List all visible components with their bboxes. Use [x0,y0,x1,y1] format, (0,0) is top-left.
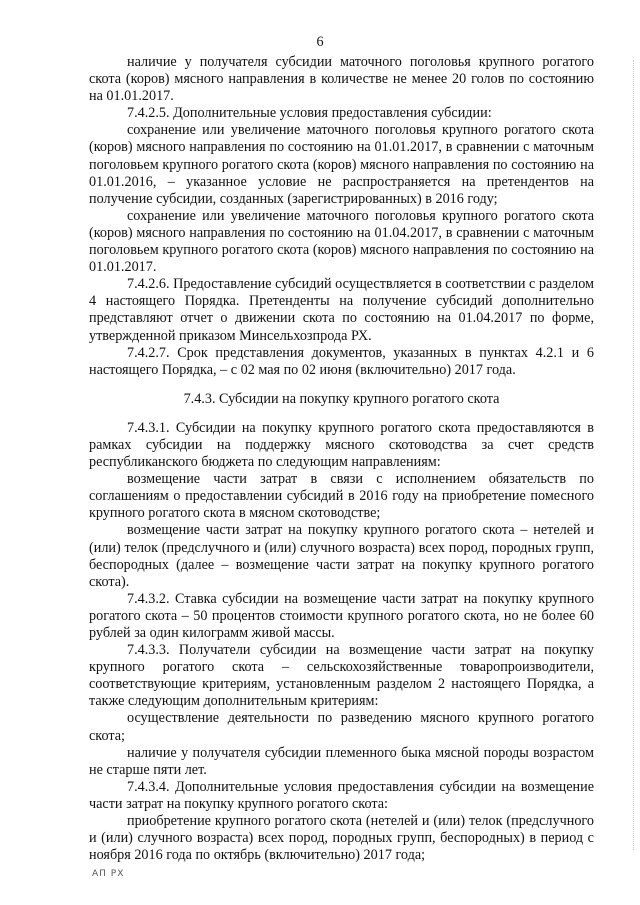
paragraph: возмещение части затрат на покупку крупного рогатого скота – нетелей и (или) телок (предслучного и (или) случного возраста) всех пород, породных групп, беспородных (далее – возмещение части затрат на покупку крупного рогатого скота). [89,522,594,590]
paragraph: сохранение или увеличение маточного поголовья крупного рогатого скота (коров) мясного направления по состоянию на 01.04.2017, в сравнении с маточным поголовьем крупного рогатого скота (коров) мясного направления по состоянию на 01.01.2017. [89,207,594,276]
paragraph: 7.4.3.1. Субсидии на покупку крупного рогатого скота предоставляются в рамках субсидии на поддержку мясного скотоводства за счет средств республиканского бюджета по следующим направлениям: [89,419,594,471]
section-heading: 7.4.3. Субсидии на покупку крупного рогатого скота [183,390,500,407]
paragraph: 7.4.2.5. Дополнительные условия предоставления субсидии: [127,105,492,122]
footer-stamp: АП РХ [92,869,125,879]
paragraph: 7.4.3.4. Дополнительные условия предоставления субсидии на возмещение части затрат на покупку крупного рогатого скота: [89,778,594,812]
document-body [89,54,594,864]
paragraph: наличие у получателя субсидии маточного поголовья крупного рогатого скота (коров) мясного направления в количестве не менее 20 голов по состоянию на 01.01.2017. [89,54,594,105]
page-number: 6 [316,34,324,50]
paragraph: 7.4.2.7. Срок представления документов, указанных в пунктах 4.2.1 и 6 настоящего Порядка, – с 02 мая по 02 июня (включительно) 2017 года. [89,344,594,378]
paragraph: осуществление деятельности по разведению мясного крупного рогатого скота; [89,710,594,744]
paragraph: 7.4.3.3. Получатели субсидии на возмещение части затрат на покупку крупного рогатого скота – сельскохозяйственные товаропроизводители, соответствующие критериям, установленным разделом 2 настоящего Порядка, а также следующим дополнительным критериям: [89,642,594,710]
paragraph: сохранение или увеличение маточного поголовья крупного рогатого скота (коров) мясного направления по состоянию на 01.01.2017, в сравнении с маточным поголовьем крупного рогатого скота (коров) мясного направления по состоянию на 01.01.2016, – указанное условие не распространяется на претендентов на получение субсидии, созданных (зарегистрированных) в 2016 году; [89,122,594,207]
paragraph: возмещение части затрат в связи с исполнением обязательств по соглашениям о предоставлении субсидий в 2016 году на приобретение помесного крупного рогатого скота в мясном скотоводстве; [89,471,594,522]
paragraph: приобретение крупного рогатого скота (нетелей и (или) телок (предслучного и (или) случного возраста) всех пород, породных групп, беспородных) в период с ноября 2016 года по октябрь (включительно) 2017 года; [89,813,594,864]
paragraph: наличие у получателя субсидии племенного быка мясной породы возрастом не старше пяти лет. [89,744,594,778]
paragraph: 7.4.3.2. Ставка субсидии на возмещение части затрат на покупку крупного рогатого скота – 50 процентов стоимости крупного рогатого скота, но не более 60 рублей за один килограмм живой массы. [89,590,594,641]
scan-edge-marks [632,60,634,850]
paragraph: 7.4.2.6. Предоставление субсидий осуществляется в соответствии с разделом 4 настоящего Порядка. Претенденты на получение субсидий дополнительно представляют отчет о движении скота по состоянию на 01.04.2017 по форме, утвержденной приказом Минсельхозпрода РХ. [89,276,595,344]
